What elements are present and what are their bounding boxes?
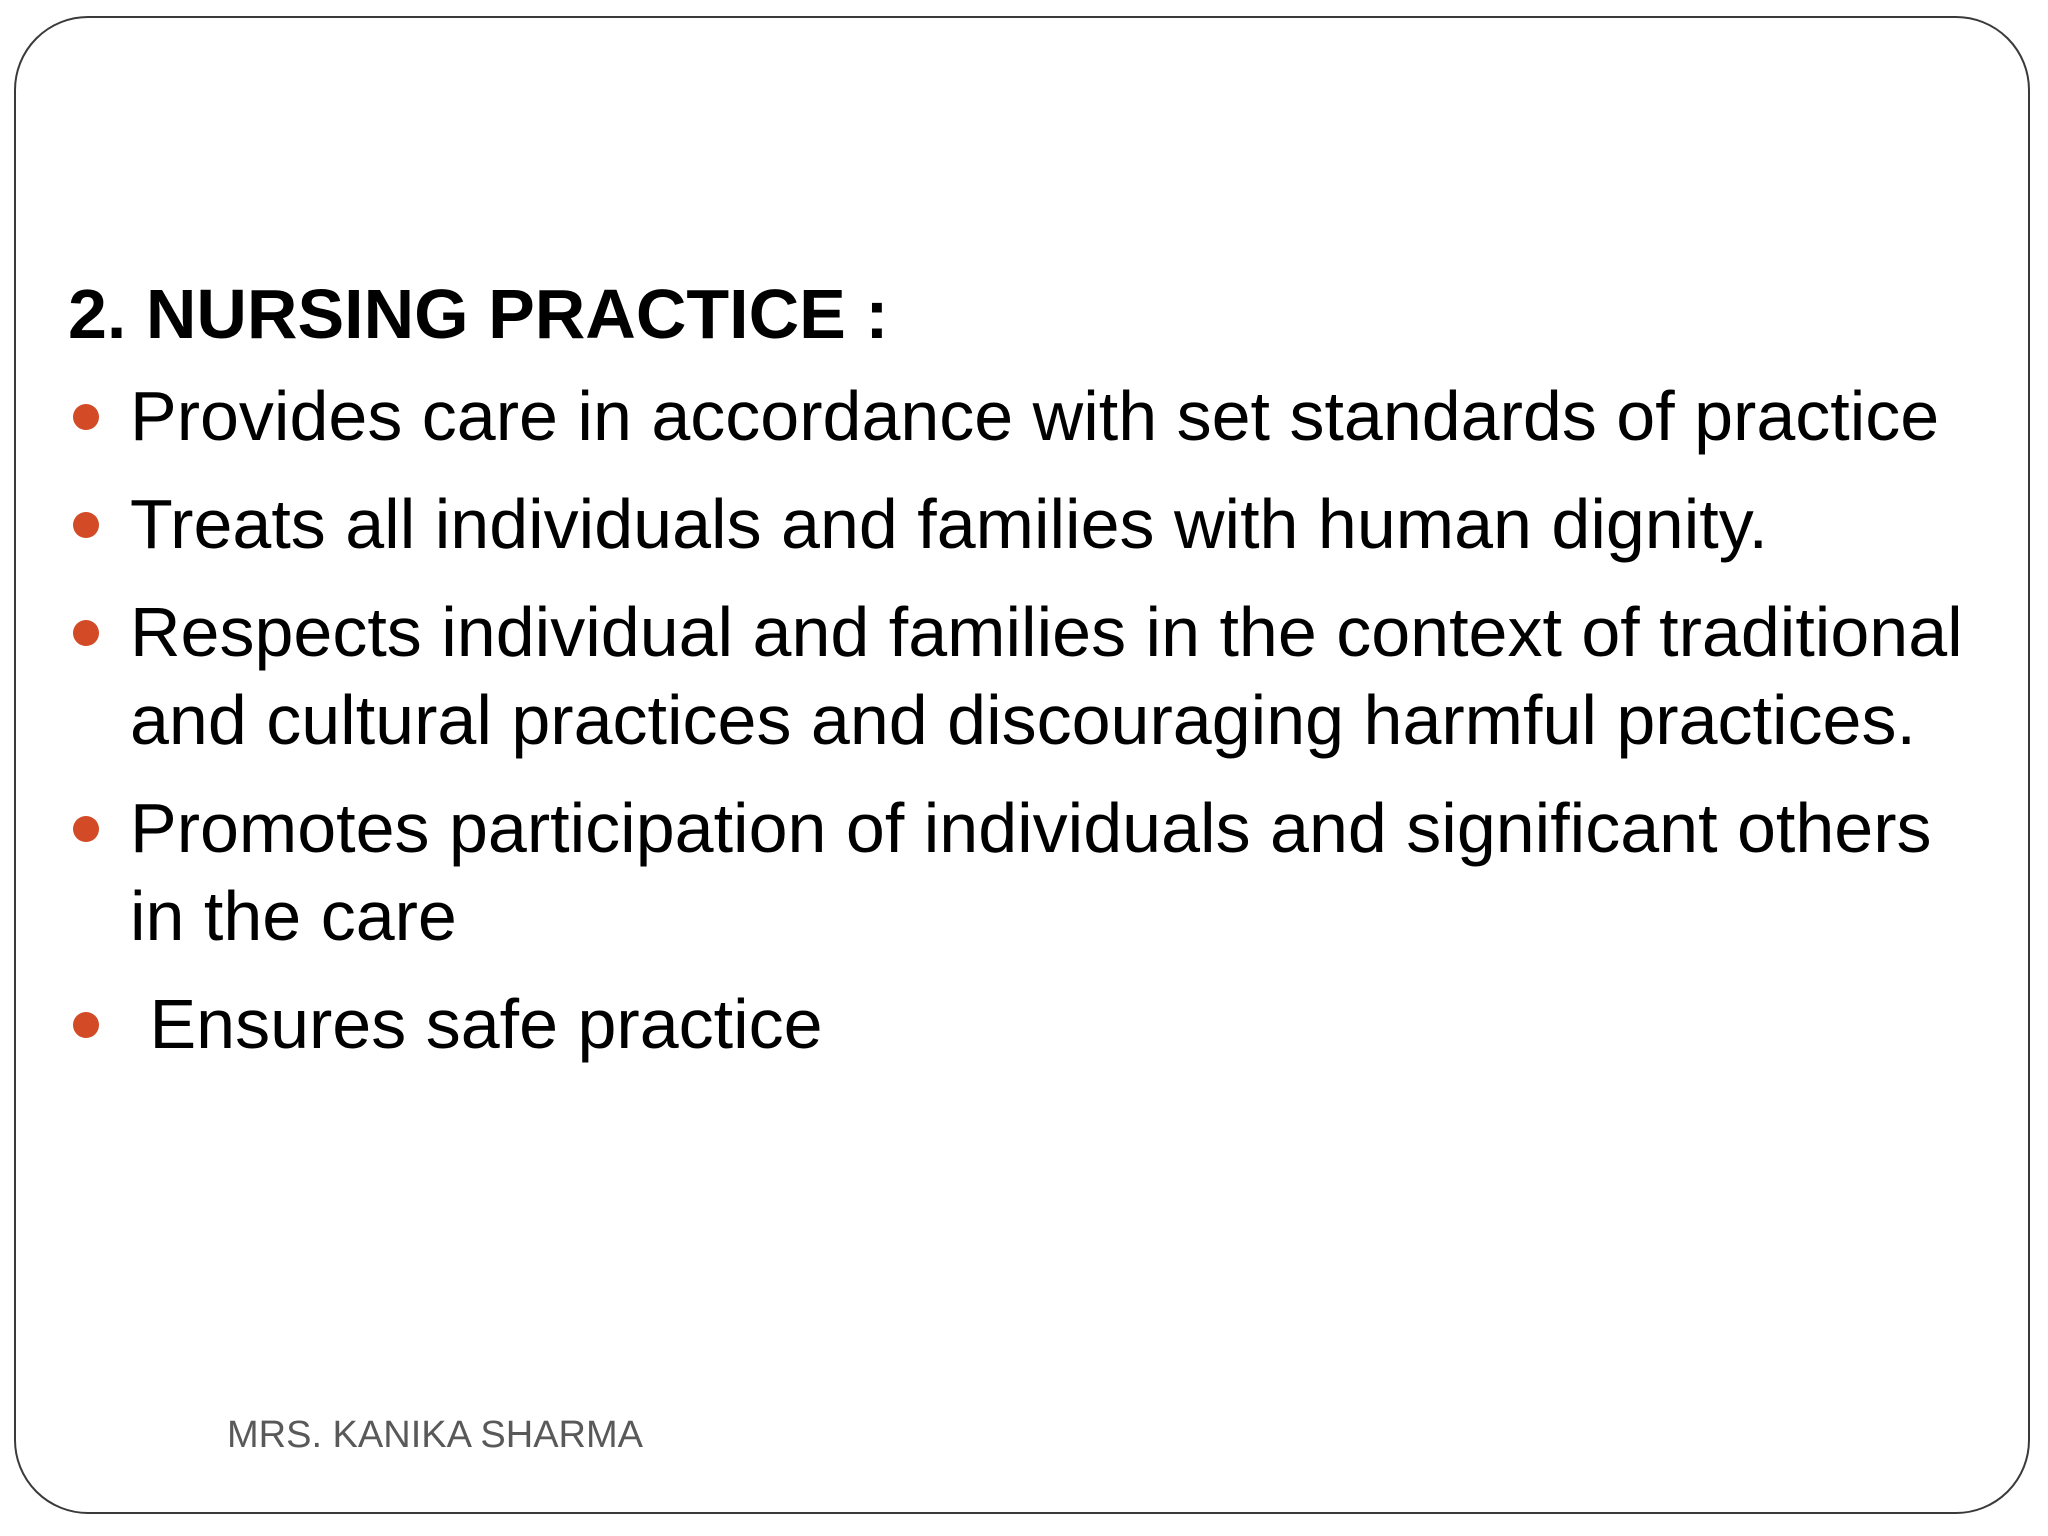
- bullet-item: [68, 980, 1968, 1068]
- bullet-item: [68, 372, 1968, 460]
- bullet-text: Provides care in accordance with set standards of practice: [130, 377, 1940, 455]
- bullet-dot-icon: [73, 816, 99, 842]
- bullet-text: Respects individual and families in the context of traditional and cultural practices and discouraging harmful practices.: [130, 593, 1963, 759]
- bullet-dot-icon: [73, 404, 99, 430]
- bullet-text: Treats all individuals and families with human dignity.: [130, 485, 1768, 563]
- bullet-text: Ensures safe practice: [130, 985, 823, 1063]
- bullet-dot-icon: [73, 512, 99, 538]
- bullet-list: [68, 372, 1968, 1088]
- slide-footer-author: MRS. KANIKA SHARMA: [227, 1414, 643, 1456]
- bullet-item: [68, 784, 1968, 960]
- slide-heading: 2. NURSING PRACTICE :: [68, 275, 889, 353]
- bullet-item: [68, 480, 1968, 568]
- bullet-dot-icon: [73, 620, 99, 646]
- bullet-dot-icon: [73, 1012, 99, 1038]
- bullet-text: Promotes participation of individuals and significant others in the care: [130, 789, 1932, 955]
- bullet-item: [68, 588, 1968, 764]
